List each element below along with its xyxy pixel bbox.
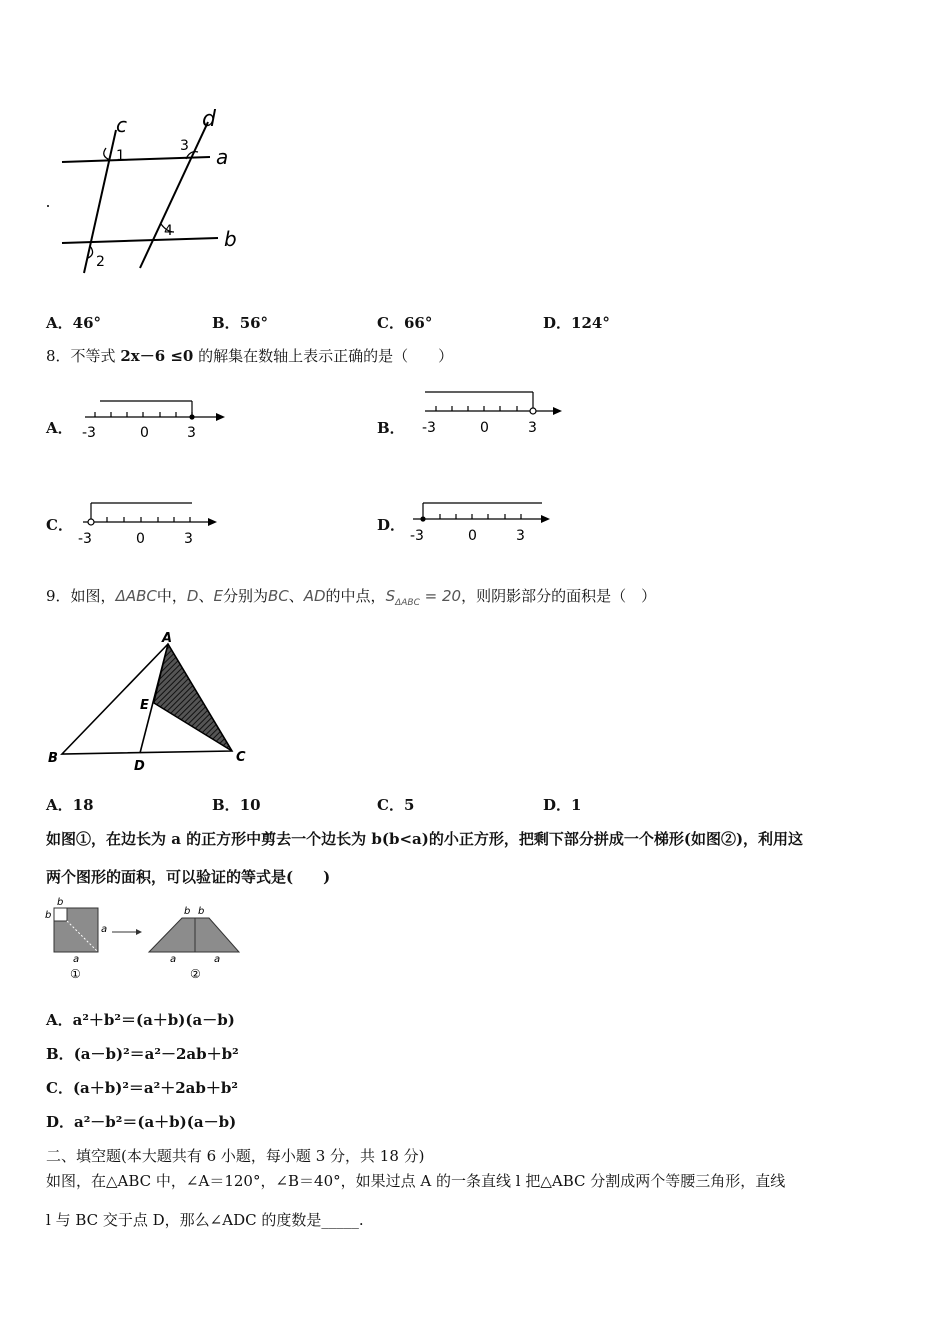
small-square-cut [54, 908, 67, 921]
q7-option-d[interactable]: D．124° [543, 314, 610, 332]
vertex-b: B [48, 751, 58, 766]
point-e: E [140, 698, 149, 713]
fig2-label-b1: b [184, 906, 191, 917]
q8-option-d-label[interactable]: D． [377, 516, 406, 534]
q8-option-a-number-line [80, 395, 230, 445]
point-d: D [134, 759, 145, 774]
q9-triangle-figure [44, 630, 264, 780]
q8-option-c-number-line [78, 498, 228, 550]
fig2-label-a1: a [170, 954, 177, 965]
q11-stem-line1: 如图，在△ABC 中，∠A＝120°，∠B＝40°，如果过点 A 的一条直线 l 把△ABC 分割成两个等腰三角形，直线 [46, 1172, 786, 1190]
svg-text:0: 0 [468, 528, 477, 544]
q10-option-a[interactable]: A．a²＋b²＝(a＋b)(a－b) [46, 1011, 235, 1029]
q8-option-b-label[interactable]: B． [377, 419, 405, 437]
line-c [84, 130, 116, 273]
fig1-label-b-top: b [57, 897, 64, 908]
q10-option-b[interactable]: B．(a－b)²＝a²－2ab＋b² [46, 1045, 239, 1063]
q7-option-b[interactable]: B．56° [212, 314, 269, 332]
svg-text:3: 3 [184, 531, 193, 547]
q8-option-b-number-line [420, 388, 570, 440]
q10-option-d[interactable]: D．a²－b²＝(a＋b)(a－b) [46, 1113, 237, 1131]
q11-stem-line2: l 与 BC 交于点 D，那么∠ADC 的度数是_____. [46, 1211, 364, 1229]
svg-text:-3: -3 [82, 425, 96, 441]
q7-parallel-lines-figure [40, 100, 260, 280]
q9-option-c[interactable]: C．5 [377, 796, 415, 814]
q10-stem-line2: 两个图形的面积，可以验证的等式是( ) [46, 868, 331, 886]
label-a: a [216, 145, 229, 169]
q9-option-a[interactable]: A．18 [46, 796, 94, 814]
svg-text:-3: -3 [410, 528, 424, 544]
fig2-label-a2: a [214, 954, 221, 965]
q9-stem: 9．如图，ΔABC中，D、E分别为BC、AD的中点，$S_{\Delta ABC} = 20$，则阴影部分的面积是（ ） [46, 587, 657, 608]
q10-stem-line1: 如图①，在边长为 a 的正方形中剪去一个边长为 b(b<a)的小正方形，把剩下部分拼成一个梯形(如图②)，利用这 [46, 830, 804, 848]
svg-text:-3: -3 [422, 420, 436, 436]
line-b [62, 238, 218, 243]
shaded-region [154, 644, 232, 751]
svg-text:3: 3 [187, 425, 196, 441]
section-2-title: 二、填空题(本大题共有 6 小题，每小题 3 分，共 18 分) [46, 1147, 425, 1165]
q10-square-trapezoid-figure [42, 896, 252, 986]
q7-option-c[interactable]: C．66° [377, 314, 433, 332]
q8-option-a-label[interactable]: A． [46, 419, 73, 437]
label-c: c [116, 113, 127, 137]
vertex-c: C [236, 750, 246, 765]
trapezoid [149, 918, 239, 952]
svg-text:3: 3 [516, 528, 525, 544]
q8-option-d-number-line [408, 496, 558, 548]
q10-option-c[interactable]: C．(a＋b)²＝a²＋2ab＋b² [46, 1079, 238, 1097]
svg-text:3: 3 [528, 420, 537, 436]
label-b: b [224, 227, 237, 251]
svg-text:0: 0 [480, 420, 489, 436]
svg-text:0: 0 [140, 425, 149, 441]
q8-stem: 8．不等式 2x－6 ≤0 的解集在数轴上表示正确的是（ ） [46, 347, 454, 365]
fig1-number: ① [70, 967, 81, 981]
svg-text:0: 0 [136, 531, 145, 547]
speck [47, 205, 49, 207]
line-a [62, 157, 210, 162]
fig1-label-a-bottom: a [73, 954, 80, 965]
label-3: 3 [180, 138, 189, 154]
label-1: 1 [116, 148, 125, 164]
label-d: d [202, 107, 216, 132]
svg-text:-3: -3 [78, 531, 92, 547]
q9-option-d[interactable]: D．1 [543, 796, 582, 814]
q9-option-b[interactable]: B．10 [212, 796, 261, 814]
fig2-label-b2: b [198, 906, 205, 917]
fig1-label-b-left: b [45, 910, 52, 921]
q8-option-c-label[interactable]: C． [46, 516, 73, 534]
line-d [140, 122, 208, 268]
vertex-a: A [162, 631, 173, 646]
fig1-label-a-right: a [101, 924, 108, 935]
label-4: 4 [164, 223, 173, 239]
fig2-number: ② [190, 967, 201, 981]
q7-option-a[interactable]: A．46° [46, 314, 102, 332]
label-2: 2 [96, 254, 105, 270]
